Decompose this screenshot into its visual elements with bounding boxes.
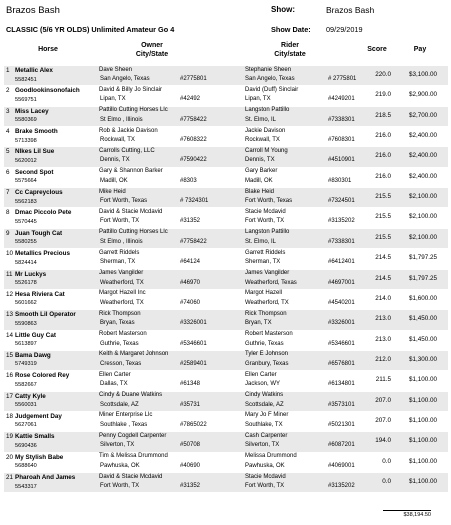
owner-member-number: #35731	[180, 401, 201, 408]
owner-city-state: Fort Worth, TX	[100, 483, 140, 489]
table-row	[4, 208, 448, 227]
horse-reg-number: 5543317	[15, 483, 37, 490]
pay: $1,300.00	[408, 355, 437, 363]
rider-member-number: #6134801	[328, 381, 355, 388]
rider-member-number: #3326001	[328, 320, 355, 327]
horse-name: Nlkes Lil Sue	[15, 148, 55, 156]
score: 207.0	[375, 416, 391, 424]
class-title: CLASSIC (5/6 YR OLDS) Unlimited Amateur Go 4	[6, 25, 175, 34]
placing: 2	[6, 87, 10, 95]
placing: 3	[6, 107, 10, 115]
owner-name: Margot Hazell Inc	[99, 290, 146, 297]
horse-reg-number: 5580255	[15, 239, 37, 246]
score: 215.5	[375, 213, 391, 221]
rider-member-number: #4249201	[328, 96, 355, 103]
rider-name: Cash Carpenter	[245, 432, 288, 439]
rider-name: Melissa Drummond	[245, 453, 297, 460]
placing: 15	[6, 351, 14, 359]
rider-name: Langston Pattillo	[245, 229, 290, 236]
rider-name: Cindy Watkins	[245, 392, 284, 399]
rider-name: Rick Thompson	[245, 310, 287, 317]
rider-name: David (Duff) Sinclair	[245, 86, 299, 93]
rider-city-state: St. Elmo, IL	[245, 116, 277, 123]
horse-reg-number: 5749319	[15, 361, 37, 368]
table-row	[4, 270, 448, 289]
pay: $2,400.00	[408, 172, 437, 180]
horse-reg-number: 5601662	[15, 300, 37, 307]
table-row	[4, 310, 448, 329]
owner-name: James Vangilder	[99, 270, 144, 276]
rider-city-state: Silverton, TX	[245, 442, 280, 449]
score: 220.0	[375, 71, 391, 78]
owner-name: Rick Thompson	[99, 310, 141, 317]
owner-member-number: #31352	[180, 218, 201, 225]
pay: $1,450.00	[408, 315, 437, 323]
owner-city-state: Cresson, Texas	[100, 360, 142, 367]
rider-city-state: Bryan, TX	[245, 320, 272, 327]
column-header-rider: Rider City/state	[274, 42, 306, 58]
pay: $2,900.00	[408, 91, 437, 99]
score: 194.0	[375, 437, 391, 445]
owner-name: David & Stacie Mcdavid	[99, 208, 163, 215]
table-row	[4, 290, 448, 309]
rider-name: Carroll M Young	[245, 147, 288, 154]
horse-name: Metallics Precious	[15, 250, 70, 258]
table-row	[4, 412, 448, 431]
rider-city-state: Fort Worth, TX	[245, 483, 285, 489]
column-header-horse: Horse	[38, 46, 58, 53]
rider-name: Ellen Carter	[245, 371, 277, 378]
table-row	[4, 249, 448, 268]
rider-name: Langston Pattillo	[245, 107, 290, 114]
owner-city-state: Rockwall, TX	[100, 137, 135, 144]
horse-name: Catty Kyle	[15, 392, 46, 400]
rider-member-number: #4540201	[328, 299, 355, 306]
rider-name: Stacie Mcdavid	[245, 473, 286, 480]
rider-member-number: #7324501	[328, 198, 355, 205]
placing: 9	[6, 229, 10, 237]
horse-name: Judgement Day	[15, 412, 62, 420]
rider-name: Gary Barker	[245, 168, 278, 175]
horse-reg-number: 5580369	[15, 117, 37, 124]
score: 211.5	[375, 376, 391, 384]
pay: $2,100.00	[408, 233, 437, 241]
owner-city-state: Southlake , Texas	[100, 421, 148, 428]
rider-member-number: #3135202	[328, 218, 355, 225]
rider-member-number: #6087201	[328, 442, 355, 449]
placing: 13	[6, 311, 14, 319]
owner-name: Tim & Melissa Drummond	[99, 453, 168, 460]
pay: $1,450.00	[408, 335, 437, 343]
total-pay: $38,194.50	[403, 512, 431, 518]
rider-city-state: Fort Worth, Texas	[245, 198, 293, 205]
rider-name: Mary Jo F Miner	[245, 412, 289, 419]
show-date-label: Show Date:	[271, 25, 311, 34]
horse-reg-number: 5590863	[15, 320, 37, 327]
placing: 4	[6, 128, 10, 136]
total-divider	[383, 510, 431, 511]
table-row	[4, 66, 448, 85]
table-row	[4, 351, 448, 370]
placing: 7	[6, 189, 10, 197]
owner-name: Gary & Shannon Barker	[99, 168, 163, 175]
owner-member-number: #2775801	[180, 76, 207, 82]
owner-member-number: #3326001	[180, 320, 207, 327]
score: 213.0	[375, 315, 391, 323]
horse-name: Bama Dawg	[15, 351, 51, 359]
horse-name: Hesa Riviera Cat	[15, 290, 65, 298]
pay: $2,400.00	[408, 132, 437, 140]
placing: 16	[6, 372, 14, 380]
horse-name: Smooth Lil Operator	[15, 311, 76, 319]
owner-member-number: #5346601	[180, 340, 207, 347]
rider-member-number: #7338301	[328, 238, 355, 245]
horse-reg-number: 5560031	[15, 402, 37, 409]
rider-city-state: Madill, OK	[245, 177, 273, 184]
rider-city-state: Weatherford, TX	[245, 299, 289, 306]
column-header-owner: Owner City/State	[135, 42, 169, 58]
rider-member-number: #4069001	[328, 462, 355, 469]
rider-member-number: #5021301	[328, 421, 355, 428]
rider-name: Blake Heid	[245, 188, 275, 195]
owner-city-state: Bryan, Texas	[100, 320, 135, 327]
score: 0.0	[382, 457, 391, 465]
horse-name: Pharoah And James	[15, 474, 76, 481]
table-row	[4, 147, 448, 166]
owner-name: Ellen Carter	[99, 371, 131, 378]
horse-reg-number: 5824414	[15, 259, 37, 266]
rider-member-number: #4510901	[328, 157, 355, 164]
owner-city-state: Sherman, TX	[100, 259, 136, 266]
owner-name: Rob & Jackie Davison	[99, 127, 158, 134]
owner-city-state: Pawhuska, OK	[100, 462, 140, 469]
owner-name: Cindy & Duane Watkins	[99, 392, 163, 399]
rider-city-state: Guthrie, Texas	[245, 340, 284, 347]
score: 214.5	[375, 274, 391, 282]
rider-name: James Vangilder	[245, 270, 290, 276]
horse-name: Juan Tough Cat	[15, 229, 63, 237]
placing: 1	[6, 67, 10, 74]
rider-city-state: San Angelo, Texas	[245, 76, 295, 82]
owner-name: David & Stacie Mcdavid	[99, 473, 163, 480]
owner-name: Pattillo Cutting Horses Llc	[99, 229, 168, 236]
score: 207.0	[375, 396, 391, 404]
owner-member-number: #46970	[180, 279, 201, 286]
owner-member-number: #50708	[180, 442, 201, 449]
pay: $1,100.00	[408, 437, 437, 445]
rider-city-state: Southlake, TX	[245, 421, 283, 428]
table-row	[4, 86, 448, 105]
owner-city-state: Scottsdale, AZ	[100, 401, 139, 408]
score: 216.0	[375, 172, 391, 180]
rider-name: Garrett Riddels	[245, 249, 286, 256]
placing: 19	[6, 433, 14, 441]
horse-reg-number: 5627061	[15, 422, 37, 429]
table-row	[4, 392, 448, 411]
horse-name: Rose Colored Rey	[15, 372, 70, 380]
horse-reg-number: 5570445	[15, 218, 37, 225]
pay: $1,100.00	[408, 478, 437, 485]
owner-city-state: San Angelo, Texas	[100, 76, 150, 82]
owner-name: Mike Heid	[99, 188, 126, 195]
pay: $3,100.00	[408, 71, 437, 78]
pay: $1,600.00	[408, 294, 437, 302]
column-header-pay: Pay	[413, 46, 427, 53]
rider-name: Tyler E Johnson	[245, 351, 289, 358]
rider-city-state: Jackson, WY	[245, 381, 281, 388]
horse-name: Dmac Piccolo Pete	[15, 209, 72, 217]
owner-member-number: #31352	[180, 483, 201, 489]
horse-reg-number: 5713398	[15, 137, 37, 144]
score: 212.0	[375, 355, 391, 363]
owner-name: Dave Sheen	[99, 66, 133, 73]
rider-city-state: Lipan, TX	[245, 96, 271, 103]
pay: $1,100.00	[408, 396, 437, 404]
placing: 10	[6, 250, 14, 258]
rider-city-state: Scottsdale, AZ	[245, 401, 284, 408]
owner-name: Garrett Riddels	[99, 249, 140, 256]
owner-city-state: Fort Worth, Texas	[100, 198, 148, 205]
horse-name: Cc Capreyclous	[15, 189, 63, 197]
owner-member-number: #7758422	[180, 238, 207, 245]
owner-city-state: Weatherford, TX	[100, 299, 144, 306]
rider-member-number: #830301	[328, 177, 352, 184]
score: 214.0	[375, 294, 391, 302]
score: 216.0	[375, 152, 391, 160]
score: 0.0	[382, 478, 391, 485]
score: 216.0	[375, 132, 391, 140]
pay: $1,797.25	[408, 254, 437, 262]
owner-member-number: # 7324301	[180, 198, 209, 205]
horse-reg-number: 5569751	[15, 96, 37, 103]
rider-member-number: #7338301	[328, 116, 355, 123]
show-label: Show:	[271, 5, 295, 14]
pay: $2,100.00	[408, 193, 437, 201]
rider-member-number: #5346601	[328, 340, 355, 347]
score: 215.5	[375, 193, 391, 201]
owner-name: Robert Masterson	[99, 331, 147, 338]
table-row	[4, 107, 448, 126]
rider-member-number: #3573101	[328, 401, 355, 408]
rider-city-state: Rockwall, TX	[245, 137, 280, 144]
owner-name: Pattillo Cutting Horses Llc	[99, 107, 168, 114]
rider-city-state: Weatherford, Texas	[245, 279, 297, 286]
owner-member-number: #40690	[180, 462, 201, 469]
placing: 8	[6, 209, 10, 217]
event-name: Brazos Bash	[6, 5, 60, 16]
table-row	[4, 453, 448, 472]
horse-reg-number: 5688640	[15, 463, 37, 470]
owner-member-number: #42492	[180, 96, 201, 103]
rider-city-state: St. Elmo, IL	[245, 238, 277, 245]
table-row	[4, 127, 448, 146]
rider-name: Margot Hazell	[245, 290, 283, 297]
rider-city-state: Dennis, TX	[245, 157, 275, 164]
show-date-value: 09/29/2019	[326, 25, 363, 34]
horse-reg-number: 5575664	[15, 178, 37, 185]
rider-member-number: # 2775801	[328, 76, 357, 82]
horse-reg-number: 5526178	[15, 280, 37, 286]
owner-city-state: Fort Worth, TX	[100, 218, 140, 225]
owner-member-number: #7758422	[180, 116, 207, 123]
horse-name: Goodlookinsonofaich	[15, 87, 80, 95]
score: 215.5	[375, 233, 391, 241]
placing: 17	[6, 392, 14, 400]
placing: 6	[6, 168, 10, 176]
column-header-score: Score	[367, 46, 387, 53]
owner-member-number: #2589401	[180, 360, 207, 367]
horse-name: Brake Smooth	[15, 128, 58, 136]
owner-member-number: #7608322	[180, 137, 207, 144]
owner-city-state: Guthrie, Texas	[100, 340, 139, 347]
rider-city-state: Sherman, TX	[245, 259, 281, 266]
placing: 20	[6, 453, 14, 461]
score: 213.0	[375, 335, 391, 343]
table-row	[4, 473, 448, 492]
owner-name: David & Billy Jo Sinclair	[99, 86, 163, 93]
table-row	[4, 229, 448, 248]
horse-reg-number: 5562183	[15, 198, 37, 205]
placing: 12	[6, 290, 14, 298]
rider-member-number: #6576801	[328, 360, 355, 367]
rider-name: Stephanie Sheen	[245, 66, 292, 73]
table-row	[4, 432, 448, 451]
owner-city-state: Silverton, TX	[100, 442, 135, 449]
horse-reg-number: 5582451	[15, 76, 37, 83]
rider-name: Robert Masterson	[245, 331, 293, 338]
owner-city-state: Madill, OK	[100, 177, 128, 184]
owner-name: Miner Enterprise Llc	[99, 412, 153, 419]
owner-city-state: Weatherford, TX	[100, 279, 144, 286]
table-row	[4, 168, 448, 187]
horse-reg-number: 5690436	[15, 442, 37, 449]
pay: $1,100.00	[408, 416, 437, 424]
horse-reg-number: 5582667	[15, 381, 37, 388]
owner-city-state: Lipan, TX	[100, 96, 126, 103]
pay: $2,400.00	[408, 152, 437, 160]
horse-name: My Stylish Babe	[15, 453, 64, 461]
horse-name: Little Guy Cat	[15, 331, 56, 339]
rider-city-state: Pawhuska, OK	[245, 462, 285, 469]
pay: $2,700.00	[408, 111, 437, 119]
placing: 11	[6, 270, 13, 278]
rider-member-number: #3135202	[328, 483, 355, 489]
owner-member-number: #74060	[180, 299, 201, 306]
owner-name: Carrolls Cutting, LLC	[99, 147, 155, 154]
rider-name: Stacie Mcdavid	[245, 208, 286, 215]
owner-city-state: Dennis, TX	[100, 157, 130, 164]
owner-member-number: #64124	[180, 259, 201, 266]
score: 219.0	[375, 91, 391, 99]
horse-reg-number: 5613897	[15, 341, 37, 348]
horse-name: Second Spot	[15, 168, 54, 176]
score: 218.5	[375, 111, 391, 119]
pay: $1,100.00	[408, 376, 437, 384]
rider-member-number: #6412401	[328, 259, 355, 266]
rider-city-state: Granbury, Texas	[245, 360, 289, 367]
horse-name: Mr Luckys	[15, 270, 47, 278]
pay: $1,100.00	[408, 457, 437, 465]
show-value: Brazos Bash	[326, 5, 375, 15]
table-row	[4, 371, 448, 390]
placing: 21	[6, 474, 14, 481]
owner-name: Keith & Margaret Johnson	[99, 351, 169, 358]
owner-member-number: #7590422	[180, 157, 207, 164]
placing: 5	[6, 148, 10, 156]
rider-member-number: #7608301	[328, 137, 355, 144]
owner-name: Penny Cogdell Carpenter	[99, 432, 167, 439]
pay: $1,797.25	[408, 274, 437, 282]
horse-name: Kattie Smalls	[15, 433, 55, 441]
rider-member-number: #4697001	[328, 279, 355, 286]
table-row	[4, 188, 448, 207]
owner-city-state: St Elmo , Illinois	[100, 116, 143, 123]
placing: 18	[6, 412, 14, 420]
score: 214.5	[375, 254, 391, 262]
owner-member-number: #8303	[180, 177, 197, 184]
owner-member-number: #7865022	[180, 421, 207, 428]
horse-name: Metallic Alex	[15, 67, 53, 74]
owner-city-state: Dallas, TX	[100, 381, 128, 388]
placing: 14	[6, 331, 14, 339]
rider-city-state: Fort Worth, TX	[245, 218, 285, 225]
owner-city-state: St Elmo , Illinois	[100, 238, 143, 245]
pay: $2,100.00	[408, 213, 437, 221]
rider-name: Jackie Davison	[245, 127, 286, 134]
horse-name: Miss Lacey	[15, 107, 49, 115]
table-row	[4, 331, 448, 350]
horse-reg-number: 5620012	[15, 157, 37, 164]
owner-member-number: #61348	[180, 381, 201, 388]
